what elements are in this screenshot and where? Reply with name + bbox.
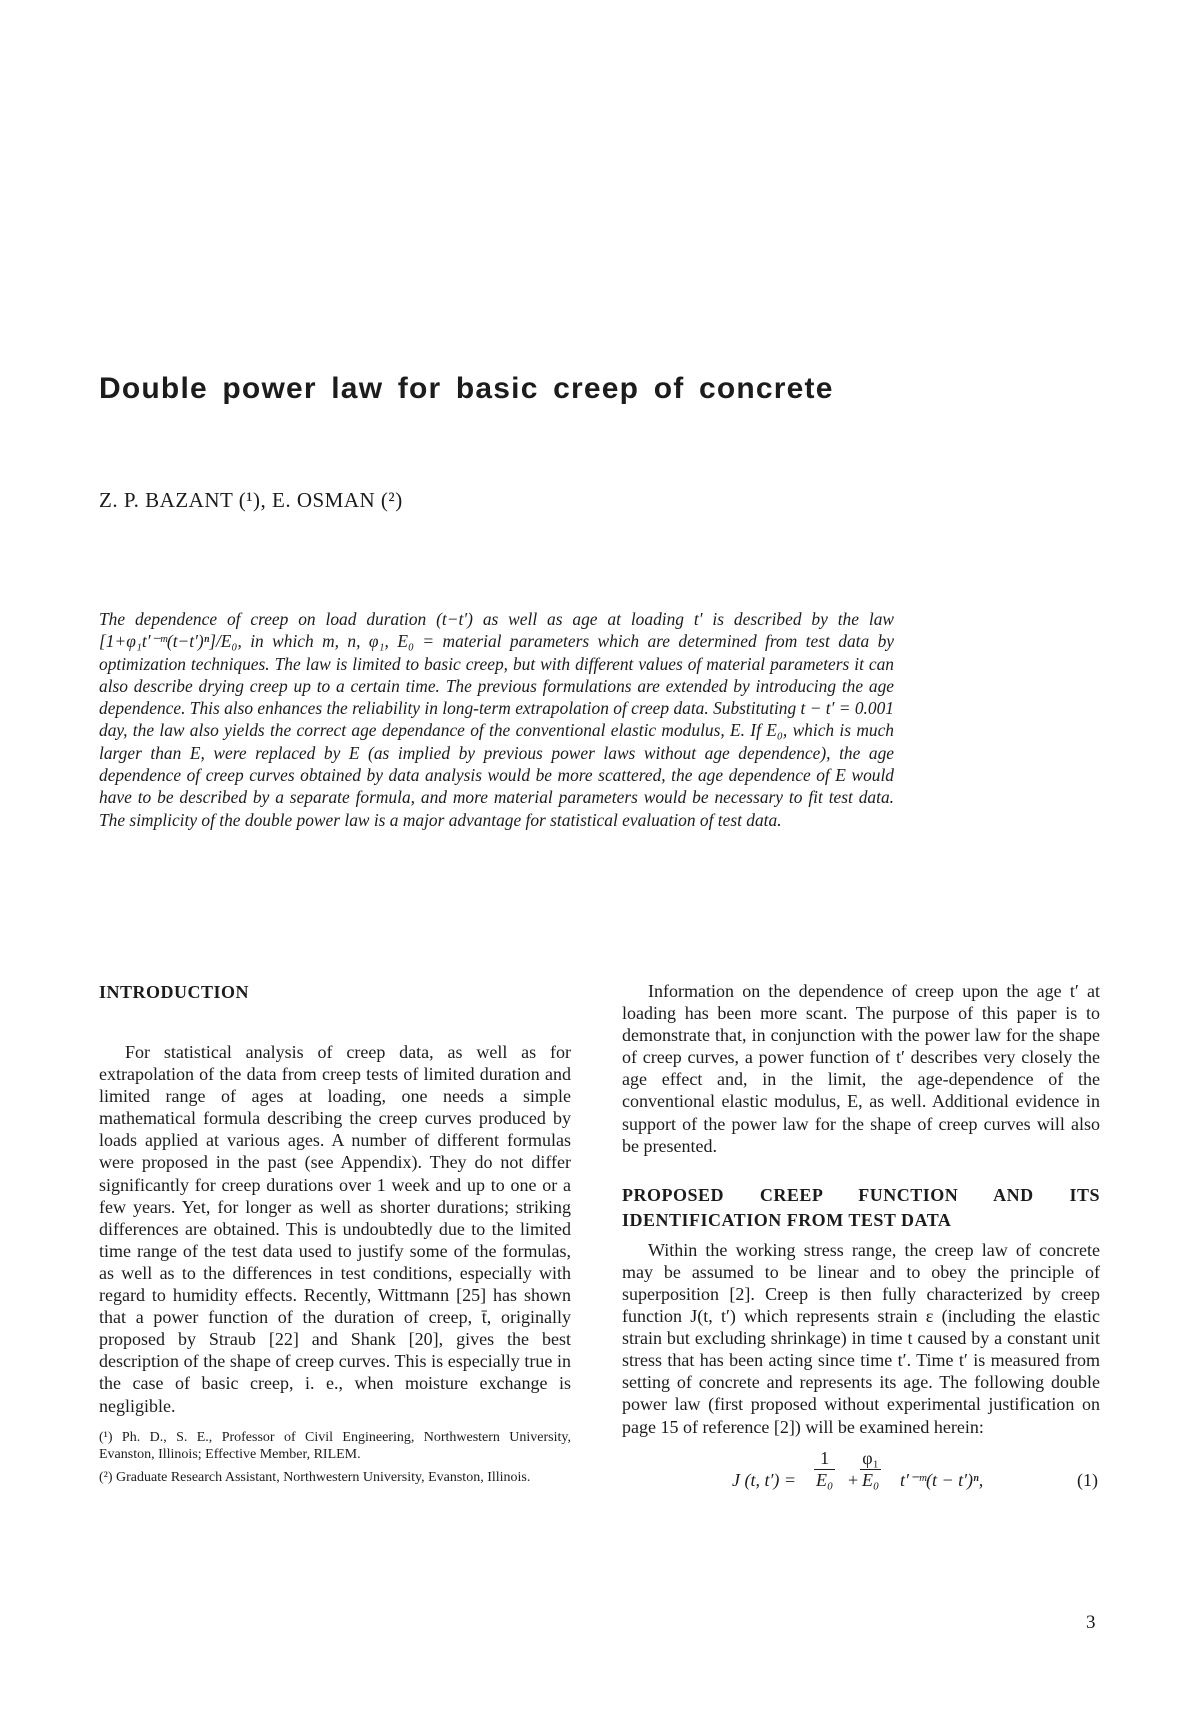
creep-law-paragraph: Within the working stress range, the creep law of concrete may be assumed to be linear and to obey the principle of superposition [2]. Creep is then fully characterized by creep function J(t, t′) which represents strain ε (including the elastic strain but excluding shrinkage) in time t caused by a constant unit stress that has been acting since time t′. Time t′ is measured from setting of concrete and represents its age. The following double power law (first proposed without experimental justification on page 15 of reference [2]) will be examined herein: <box>622 1239 1100 1437</box>
fraction-2-numerator: φ₁ <box>862 1447 879 1468</box>
equation-lhs: J (t, t′) = <box>732 1469 797 1490</box>
fraction-1-denominator: E₀ <box>816 1469 834 1490</box>
equation-1 <box>622 1448 1100 1512</box>
paper-authors: Z. P. BAZANT (¹), E. OSMAN (²) <box>99 488 403 512</box>
footnote-1: (¹) Ph. D., S. E., Professor of Civil Engineering, Northwestern University, Evanston, Illinois; Effective Member, RILEM. <box>99 1429 571 1462</box>
footnote-2: (²) Graduate Research Assistant, Northwestern University, Evanston, Illinois. <box>99 1469 531 1485</box>
abstract: The dependence of creep on load duration (t−t′) as well as age at loading t′ is described by the law [1+φ₁t′⁻ᵐ(t−t′)ⁿ]/E₀, in which m, n, φ₁, E₀ = material parameters which are determined from test data by optimization techniques. The law is limited to basic creep, but with different values of material parameters it can also describe drying creep up to a certain time. The previous formulations are extended by introducing the age dependence. This also enhances the reliability in long-term extrapolation of creep data. Substituting t − t′ = 0.001 day, the law also yields the correct age dependance of the conventional elastic modulus, E. If E₀, which is much larger than E, were replaced by E (as implied by previous power laws without age dependence), the age dependence of creep curves obtained by data analysis would be more scattered, the age dependence of E would have to be described by a separate formula, and more material parameters would be necessary to fit test data. The simplicity of the double power law is a major advantage for statistical evaluation of test data. <box>99 609 894 830</box>
page-number: 3 <box>1086 1612 1096 1633</box>
equation-fraction-1 <box>814 1448 835 1491</box>
fraction-2-denominator: E₀ <box>862 1469 880 1490</box>
equation-fraction-2 <box>860 1448 881 1491</box>
equation-number: (1) <box>1077 1469 1098 1490</box>
age-dependence-paragraph: Information on the dependence of creep upon the age t′ at loading has been more scant. The purpose of this paper is to demonstrate that, in conjunction with the power law for the shape of creep curves, a power function of t′ describes very closely the age effect and, in the limit, the age-dependence of the conventional elastic modulus, E, as well. Additional evidence in support of the power law for the shape of creep curves will also be presented. <box>622 981 1100 1156</box>
right-column <box>622 980 1100 1512</box>
proposed-creep-function-heading: PROPOSED CREEP FUNCTION AND ITS IDENTIFICATION FROM TEST DATA <box>622 1184 1100 1230</box>
fraction-1-numerator: 1 <box>820 1447 830 1468</box>
introduction-paragraph: For statistical analysis of creep data, as well as for extrapolation of the data from creep tests of limited duration and limited range of ages at loading, one needs a simple mathematical formula describing the creep curves produced by loads applied at various ages. A number of different formulas were proposed in the past (see Appendix). They do not differ significantly for creep durations over 1 week and up to one or a few years. Yet, for longer as well as shorter durations; striking differences are obtained. This is undoubtedly due to the limited time range of the test data used to justify some of the formulas, as well as to the differences in test conditions, especially with regard to humidity effects. Recently, Wittmann [25] has shown that a power function of the duration of creep, t̄, originally proposed by Straub [22] and Shank [20], gives the best description of the shape of creep curves. This is especially true in the case of basic creep, i. e., when moisture exchange is negligible. <box>99 1042 571 1416</box>
introduction-heading: INTRODUCTION <box>99 982 250 1002</box>
footnotes <box>99 1429 571 1486</box>
paper-title: Double power law for basic creep of concrete <box>99 372 834 405</box>
left-column <box>99 980 571 1492</box>
equation-power-term: t′⁻ᵐ(t − t′)ⁿ, <box>900 1469 984 1490</box>
equation-plus-sign: + <box>848 1469 859 1490</box>
